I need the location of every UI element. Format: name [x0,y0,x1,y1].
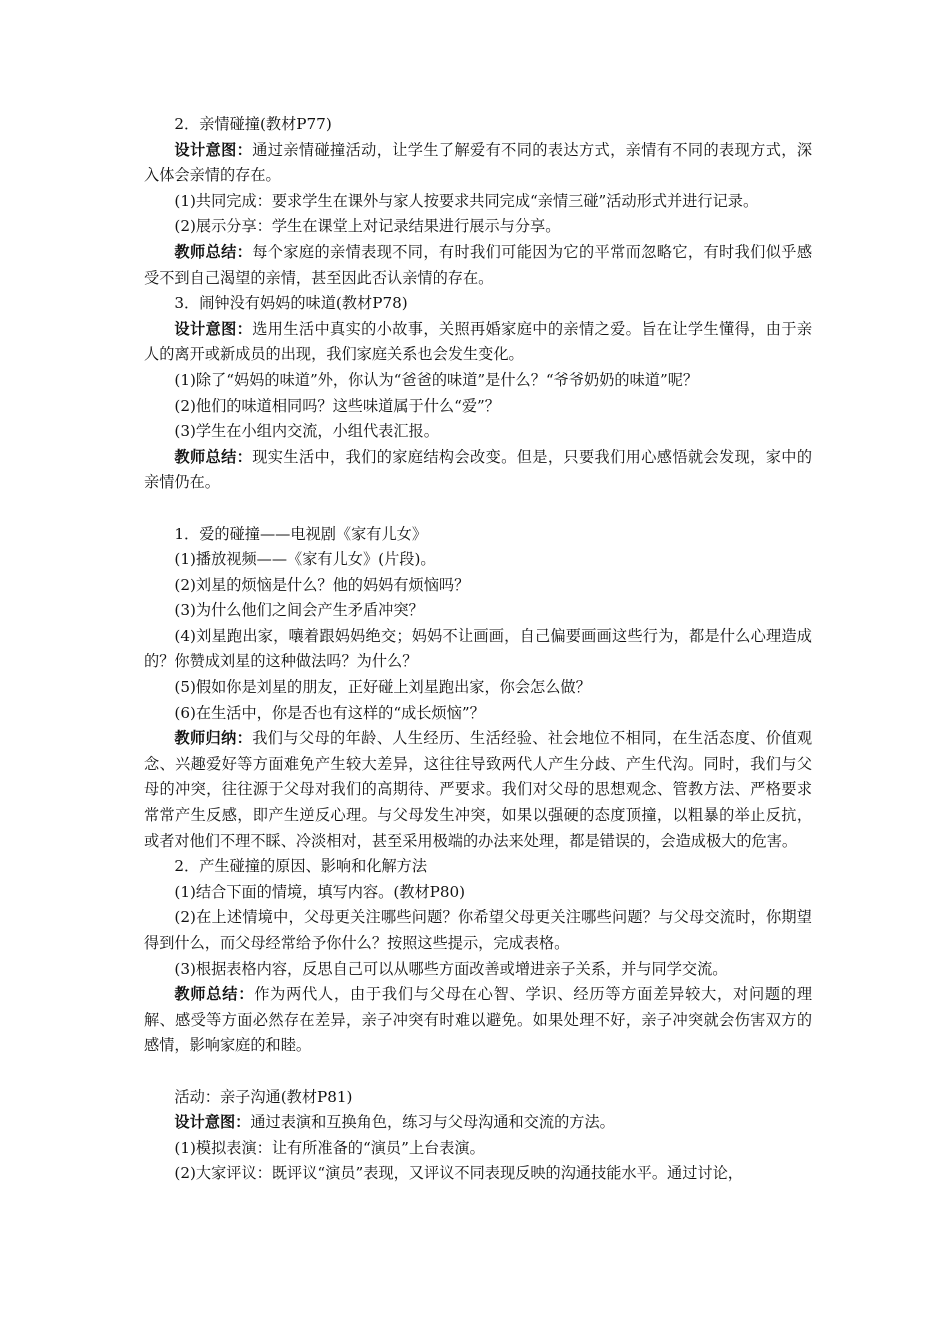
paragraph: 3．闹钟没有妈妈的味道(教材P78) [174,294,408,313]
paragraph: (5)假如你是刘星的朋友，正好碰上刘星跑出家，你会怎么做？ [174,678,591,697]
paragraph: 设计意图：通过亲情碰撞活动，让学生了解爱有不同的表达方式，亲情有不同的表现方式，深入体会亲情的存在。 [144,140,813,185]
paragraph: (2)他们的味道相同吗？这些味道属于什么“爱”？ [174,396,500,415]
paragraph: (2)大家评议：既评议“演员”表现，又评议不同表现反映的沟通技能水平。通过讨论， [174,1164,743,1183]
paragraph: (2)刘星的烦恼是什么？他的妈妈有烦恼吗？ [174,575,470,594]
paragraph: (1)除了“妈妈的味道”外，你认为“爸爸的味道”是什么？“爷爷奶奶的味道”呢？ [174,370,699,389]
paragraph: (1)播放视频——《家有儿女》(片段)。 [174,550,436,569]
paragraph: 教师归纳：我们与父母的年龄、人生经历、生活经验、社会地位不相同，在生活态度、价值观念、兴趣爱好等方面难免产生较大差异，这往往导致两代人产生分歧、产生代沟。同时，我们与父母的冲突，往往源于父母对我们的高期待、严要求。我们对父母的思想观念、管教方法、严格要求常常产生反感，即产生逆反心理。与父母发生冲突，如果以强硬的态度顶撞，以粗暴的举止反抗，或者对他们不理不睬、冷淡相对，甚至采用极端的办法来处理，都是错误的，会造成极大的危害。 [144,729,813,850]
section-gap [144,1059,812,1085]
paragraph: (4)刘星跑出家，嚷着跟妈妈绝交；妈妈不让画画，自己偏要画画这些行为，都是什么心理造成的？你赞成刘星的这种做法吗？为什么？ [144,626,812,671]
document-page [144,112,812,1187]
paragraph: 设计意图：选用生活中真实的小故事，关照再婚家庭中的亲情之爱。旨在让学生懂得，由于亲人的离开或新成员的出现，我们家庭关系也会发生变化。 [144,319,813,364]
paragraph: (1)共同完成：要求学生在课外与家人按要求共同完成“亲情三碰”活动形式并进行记录。 [174,191,759,210]
paragraph: (2)展示分享：学生在课堂上对记录结果进行展示与分享。 [174,217,561,236]
paragraph: (3)为什么他们之间会产生矛盾冲突？ [174,601,424,620]
paragraph: 设计意图：通过表演和互换角色，练习与父母沟通和交流的方法。 [174,1113,615,1132]
paragraph: 活动：亲子沟通(教材P81) [174,1087,353,1106]
paragraph: 2．亲情碰撞(教材P77) [174,115,332,133]
section-gap [144,496,812,522]
paragraph: (1)模拟表演：让有所准备的“演员”上台表演。 [174,1138,485,1157]
paragraph: (2)在上述情境中，父母更关注哪些问题？你希望父母更关注哪些问题？与父母交流时，你期望得到什么，而父母经常给予你什么？按照这些提示，完成表格。 [144,908,812,952]
paragraph: (3)学生在小组内交流，小组代表汇报。 [174,422,439,441]
paragraph: 2．产生碰撞的原因、影响和化解方法 [174,857,428,876]
paragraph: (1)结合下面的情境，填写内容。(教材P80) [174,882,466,901]
paragraph: (3)根据表格内容，反思自己可以从哪些方面改善或增进亲子关系，并与同学交流。 [174,959,728,978]
paragraph: (6)在生活中，你是否也有这样的“成长烦恼”？ [174,703,485,722]
paragraph: 教师总结：作为两代人，由于我们与父母在心智、学识、经历等方面差异较大，对问题的理解、感受等方面必然存在差异，亲子冲突有时难以避免。如果处理不好，亲子冲突就会伤害双方的感情，影响家庭的和睦。 [144,985,813,1055]
paragraph: 教师总结：现实生活中，我们的家庭结构会改变。但是，只要我们用心感悟就会发现，家中的亲情仍在。 [144,447,813,492]
paragraph: 教师总结：每个家庭的亲情表现不同，有时我们可能因为它的平常而忽略它，有时我们似乎感受不到自己渴望的亲情，甚至因此否认亲情的存在。 [144,242,813,287]
paragraph: 1．爱的碰撞——电视剧《家有儿女》 [174,524,428,543]
